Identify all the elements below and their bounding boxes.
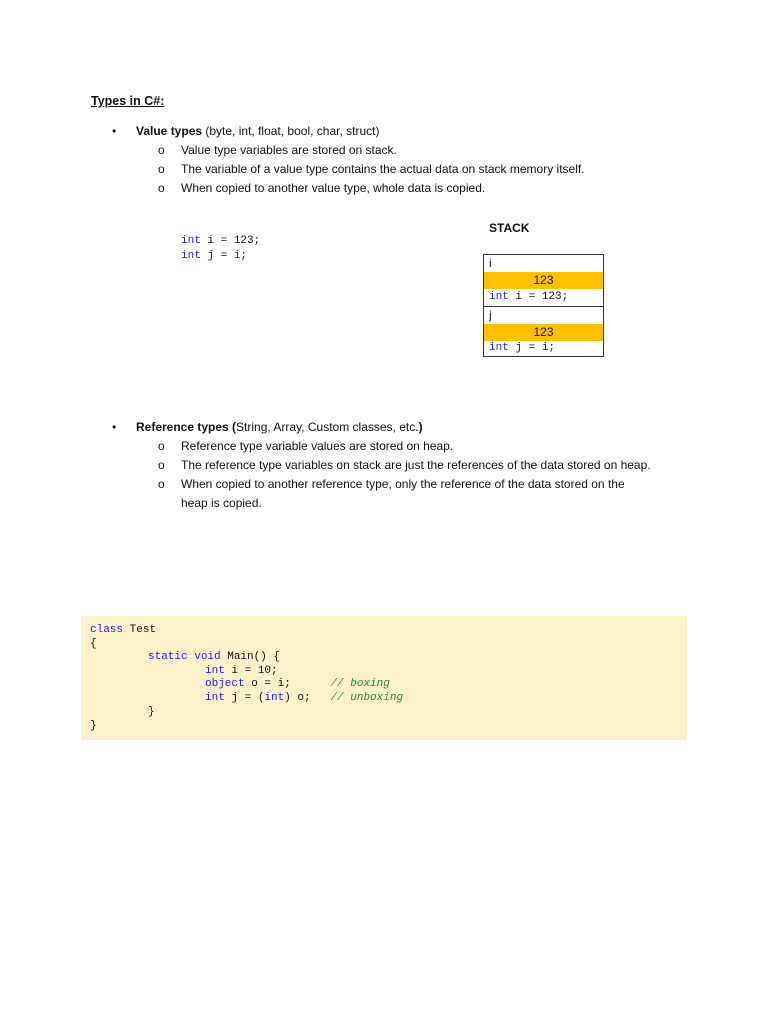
code-text: i = 123;	[508, 291, 569, 303]
code-text: Test	[123, 624, 157, 636]
code-text: i = 123;	[200, 235, 261, 247]
code-snippet-line-1	[181, 235, 260, 247]
value-types-label: Value types	[136, 124, 203, 138]
sub-marker: o	[158, 439, 165, 453]
stack-cell-value-j: 123	[484, 324, 603, 341]
stack-cell-value-i: 123	[484, 272, 603, 289]
stack-diagram	[483, 254, 604, 357]
code-keyword: int	[181, 235, 201, 247]
sub-marker: o	[158, 477, 165, 491]
value-types-item	[136, 122, 379, 141]
code-comment: // boxing	[330, 678, 390, 690]
code-text: Main() {	[220, 651, 281, 663]
bullet-value-types: •	[112, 124, 117, 138]
code-keyword: int	[489, 342, 509, 354]
code-line-3	[148, 651, 280, 663]
code-line-2: {	[90, 638, 97, 650]
page-heading: Types in C#:	[91, 94, 165, 108]
value-types-detail: (byte, int, float, bool, char, struct)	[202, 124, 380, 138]
reference-sub-2: The reference type variables on stack are just the references of the data stored on heap.	[181, 458, 651, 472]
code-keyword: int	[264, 692, 285, 704]
code-text: j = i;	[200, 250, 248, 262]
code-keyword: int	[489, 291, 509, 303]
code-line-7: }	[148, 706, 155, 718]
sub-marker: o	[158, 162, 165, 176]
reference-sub-3-cont: heap is copied.	[181, 496, 262, 510]
code-line-6	[205, 692, 403, 704]
stack-cell-label-j: j	[489, 308, 492, 322]
value-sub-1: Value type variables are stored on stack.	[181, 143, 397, 157]
code-comment: // unboxing	[330, 692, 404, 704]
code-text: o = i;	[244, 678, 331, 690]
stack-title: STACK	[489, 221, 530, 235]
sub-marker: o	[158, 181, 165, 195]
code-keyword: int	[205, 665, 225, 677]
code-line-5	[205, 678, 390, 690]
code-keyword: int	[205, 692, 225, 704]
reference-types-label: Reference types (	[136, 420, 237, 434]
code-text: i = 10;	[224, 665, 278, 677]
code-text: ) o;	[284, 692, 331, 704]
stack-cell-label-i: i	[489, 256, 492, 270]
code-line-1	[90, 624, 156, 636]
bullet-reference-types: •	[112, 420, 117, 434]
reference-sub-1: Reference type variable values are stored on heap.	[181, 439, 454, 453]
code-line-4	[205, 665, 278, 677]
code-snippet-line-2	[181, 250, 247, 262]
sub-marker: o	[158, 458, 165, 472]
sub-marker: o	[158, 143, 165, 157]
code-block	[81, 616, 687, 740]
reference-types-close: )	[418, 420, 423, 434]
reference-sub-3: When copied to another reference type, only the reference of the data stored on the	[181, 477, 625, 491]
value-sub-3: When copied to another value type, whole data is copied.	[181, 181, 486, 195]
code-keyword: static	[148, 651, 188, 663]
stack-cell-code-j	[484, 341, 603, 356]
code-keyword: int	[181, 250, 201, 262]
code-text: j = i;	[508, 342, 556, 354]
reference-types-item	[136, 418, 423, 437]
code-keyword: class	[90, 624, 124, 636]
code-text: j = (	[224, 692, 265, 704]
code-keyword: void	[194, 651, 221, 663]
code-keyword: object	[205, 678, 245, 690]
reference-types-detail: String, Array, Custom classes, etc.	[236, 420, 419, 434]
code-line-8: }	[90, 720, 97, 732]
stack-cell-code-i	[484, 289, 603, 307]
value-sub-2: The variable of a value type contains the actual data on stack memory itself.	[181, 162, 585, 176]
